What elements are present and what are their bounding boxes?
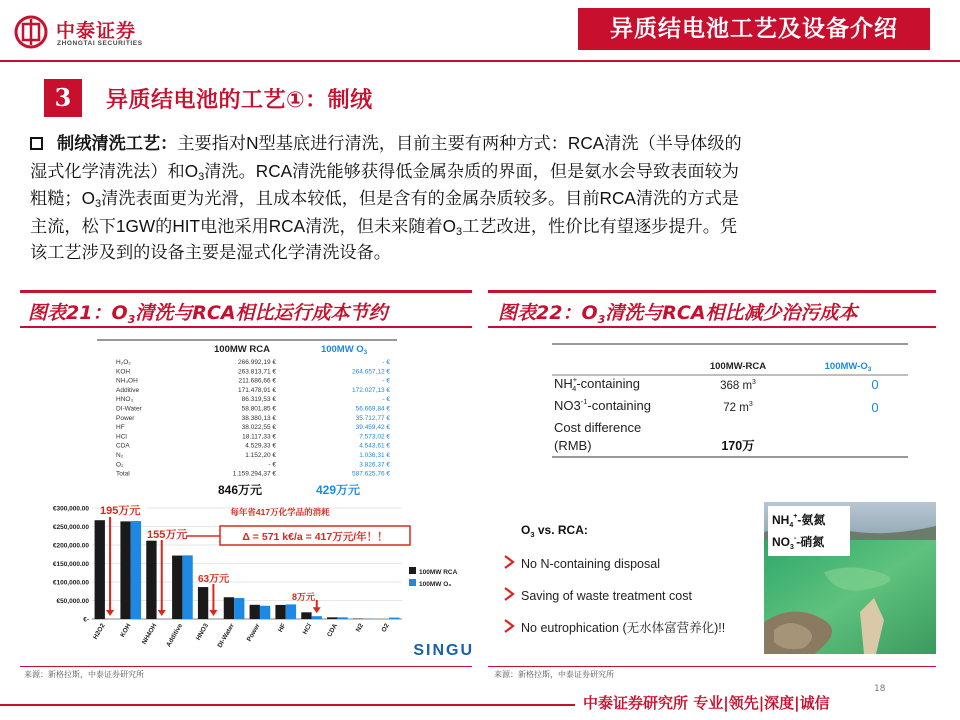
- row1-label: [554, 375, 640, 393]
- box-title-sub: 3: [530, 530, 535, 539]
- figure21-top-rule: [20, 290, 472, 293]
- table-cell-o3: 264.657,12 €: [352, 368, 390, 376]
- table-cell-rca: 263.813,71 €: [238, 368, 276, 376]
- body-text: 清洗。: [204, 161, 256, 182]
- body-text: O: [442, 215, 456, 236]
- body-text: RCA: [567, 133, 605, 153]
- body-text: 主要指对: [177, 134, 247, 154]
- page-number: 18: [874, 684, 886, 694]
- footer-slogan: 中泰证券研究所 专业|领先|深度|诚信: [583, 694, 830, 712]
- photo-label-sub: 4: [789, 522, 794, 529]
- body-text: 清洗（半导体级的: [604, 134, 742, 154]
- body-text: 粗糙；: [30, 189, 82, 209]
- table-cell-o3: 172.027,13 €: [352, 386, 390, 394]
- bar-o3: [286, 604, 296, 619]
- legend-o3-swatch: [409, 579, 416, 586]
- footer-divider: [0, 704, 575, 706]
- figure21-title-subscript: 3: [127, 313, 136, 326]
- table-cell-rca: - €: [268, 461, 276, 469]
- table-cell-rca: 86.319,53 €: [241, 396, 276, 404]
- table-cell-o3: - €: [382, 396, 390, 404]
- figure22-title-text: 图表22：O: [498, 302, 598, 324]
- bar-o3: [337, 617, 347, 619]
- box-title-text: vs. RCA:: [534, 523, 588, 537]
- row2-o3: 0: [871, 400, 879, 415]
- figure21-col-rca: 100MW RCA: [214, 344, 270, 355]
- y-tick-label: €300,000.00: [52, 505, 89, 513]
- table-row-label: KOH: [116, 368, 131, 376]
- row2-label-text: -containing: [587, 398, 652, 413]
- figure21-table-rows: [116, 359, 390, 478]
- table-cell-o3: - €: [382, 359, 390, 366]
- box-title-text: O: [521, 523, 531, 537]
- figure22-top-rule: [488, 290, 936, 293]
- bar-rca: [250, 605, 260, 619]
- row1-rca: [720, 379, 756, 392]
- legend-rca-label: 100MW RCA: [419, 569, 458, 576]
- body-line-3: [30, 185, 930, 213]
- figure21-title-text: 清洗与RCA相比运行成本节约: [135, 302, 388, 324]
- body-line-2: [30, 158, 930, 186]
- bullet-square-icon: [30, 137, 43, 150]
- bar-o3: [312, 616, 322, 619]
- label-155: 155万元: [147, 529, 188, 541]
- bar-rca: [146, 541, 156, 619]
- body-text: 主流，松下: [30, 216, 116, 237]
- row1-label-text: -containing: [576, 376, 640, 391]
- figure22-source: 来源：新格拉斯，中泰证券研究所: [494, 670, 614, 679]
- header-divider: [0, 60, 960, 62]
- chart-y-axis: [53, 506, 90, 624]
- body-text: 清洗能够获得低金属杂质的界面，但是氨水会导致表面较为: [292, 161, 739, 182]
- y-tick-label: €50,000.00: [56, 598, 89, 605]
- figure21-title-underline: [20, 326, 472, 328]
- table-cell-o3: 4.543,61 €: [359, 442, 390, 450]
- photo-label-nh4: [772, 512, 825, 529]
- x-tick-label: NH4OH: [140, 622, 159, 646]
- row1-rca-unit: 3: [752, 379, 756, 386]
- body-text: 湿式化学清洗法）和: [30, 161, 185, 182]
- table-cell-o3: 3.826,37 €: [359, 461, 390, 469]
- x-tick-label: HF: [277, 622, 288, 634]
- figure22-title: [498, 298, 858, 325]
- table-cell-rca: 58.801,85 €: [241, 405, 276, 413]
- photo-label-text: -硝氮: [796, 535, 825, 549]
- body-subscript: 3: [455, 225, 463, 238]
- table-cell-o3: 7.573,02 €: [359, 433, 390, 441]
- body-text: RCA: [599, 188, 636, 208]
- photo-label-text: -氨氮: [797, 513, 826, 527]
- body-line-5: 该工艺涉及到的设备主要是湿式化学清洗设备。: [30, 243, 391, 263]
- row1-label-sup: +: [572, 375, 578, 384]
- figure22-o3-vs-rca-box: [497, 512, 773, 662]
- body-text: 电池采用: [200, 216, 269, 237]
- table-row-label: O₂: [116, 461, 124, 469]
- figure21-col-o3-subscript: 3: [363, 350, 368, 356]
- figure21-big-rca: 846万元: [217, 483, 263, 497]
- table-row-label: CDA: [116, 442, 130, 450]
- x-tick-label: N2: [354, 622, 365, 634]
- table-cell-o3: 39.459,42 €: [355, 424, 390, 432]
- bar-rca: [172, 556, 182, 619]
- body-text: 的: [155, 216, 173, 237]
- lead-text: 制绒清洗工艺：: [57, 134, 178, 154]
- table-cell-rca: 38.022,55 €: [241, 424, 276, 432]
- photo-label-sup: -: [793, 535, 797, 542]
- table-cell-rca: 38.380,13 €: [241, 414, 276, 422]
- bar-rca: [120, 521, 130, 619]
- y-tick-label: €-: [83, 616, 89, 624]
- table-cell-o3: 35.712,77 €: [355, 414, 390, 422]
- x-tick-label: DI-Water: [216, 622, 236, 649]
- figure21-bar-chart: [30, 500, 475, 662]
- section-title: 异质结电池的工艺①：制绒: [106, 88, 373, 113]
- figure22-title-text: 清洗与RCA相比减少治污成本: [605, 302, 858, 324]
- x-tick-label: CDA: [326, 622, 340, 639]
- body-subscript: 3: [198, 170, 205, 183]
- chart-x-axis: [92, 622, 391, 649]
- row1-o3: 0: [871, 377, 879, 392]
- bar-rca: [275, 605, 285, 619]
- table-row-label: H₂O₂: [116, 359, 131, 366]
- chart-legend: [409, 567, 458, 588]
- table-row-label: Total: [116, 470, 130, 478]
- body-line-4: [30, 213, 930, 241]
- figure21-source: 来源：新格拉斯，中泰证券研究所: [24, 670, 144, 679]
- table-cell-rca: 1.159.294,37 €: [232, 470, 276, 478]
- table-row-label: HCl: [116, 433, 127, 441]
- photo-label-sub: 3: [790, 544, 794, 551]
- figure21-source-rule: [20, 666, 472, 667]
- table-cell-rca: 211.686,66 €: [238, 377, 276, 385]
- y-tick-label: €100,000.00: [52, 579, 89, 587]
- row2-rca: [723, 401, 753, 414]
- figure21-title-text: 图表21：O: [28, 302, 128, 324]
- logo-text-en: ZHONGTAI SECURITIES: [57, 40, 143, 47]
- body-text: RCA: [255, 160, 293, 181]
- body-text: 1GW: [115, 215, 156, 236]
- figure22-col-o3-subscript: 3: [867, 366, 872, 373]
- body-text: O: [81, 188, 95, 208]
- table-row-label: NH₄OH: [116, 377, 138, 385]
- table-cell-rca: 266.992,19 €: [238, 359, 276, 366]
- photo-label-text: NO: [772, 535, 790, 549]
- table-cell-o3: 587.625,76 €: [352, 470, 390, 478]
- algae-lake-photo: [764, 502, 936, 654]
- photo-label-text: NH: [772, 513, 790, 527]
- body-text: 清洗的方式是: [635, 189, 739, 209]
- figure21-big-o3: 429万元: [315, 483, 361, 497]
- table-cell-rca: 1.152,20 €: [245, 452, 276, 459]
- bar-rca: [95, 520, 105, 619]
- legend-o3-label: 100MW O₃: [419, 581, 452, 588]
- annotation-savings: 每年省417万化学品的消耗: [230, 507, 330, 517]
- body-paragraph: [30, 130, 930, 267]
- x-tick-label: HNO3: [194, 622, 210, 642]
- bar-rca: [198, 587, 208, 619]
- bar-o3: [182, 555, 192, 619]
- table-cell-o3: - €: [382, 377, 390, 385]
- bar-o3: [260, 606, 270, 619]
- x-tick-label: H2O2: [92, 622, 107, 641]
- x-tick-label: O2: [380, 622, 391, 634]
- figure22-source-rule: [488, 666, 936, 667]
- figure22-title-subscript: 3: [597, 313, 606, 326]
- figure22-title-underline: [488, 326, 936, 328]
- bar-rca: [224, 597, 234, 619]
- row3-rca: 170万: [721, 439, 755, 453]
- table-row-label: Additive: [116, 386, 140, 394]
- row2-rca-unit: 3: [748, 401, 753, 408]
- section-number: 3: [44, 79, 82, 117]
- box-item-1: No N-containing disposal: [521, 557, 660, 571]
- bar-o3: [131, 521, 141, 619]
- arrow-down-icon: [106, 610, 114, 616]
- y-tick-label: €150,000.00: [52, 561, 89, 568]
- x-tick-label: KOH: [119, 622, 133, 639]
- figure22-col-o3-text: 100MW-O: [824, 361, 868, 372]
- table-cell-rca: 4.529,33 €: [245, 442, 276, 450]
- body-text: N: [246, 133, 259, 153]
- row1-label-sub: 4: [572, 384, 577, 393]
- bar-o3: [234, 598, 244, 619]
- watermark-logo: SINGU: [413, 642, 474, 659]
- legend-rca-swatch: [409, 567, 416, 574]
- body-text: 清洗表面更为光滑，且成本较低，但是含有的金属杂质较多。目前: [101, 189, 600, 209]
- table-row-label: HNO₃: [116, 396, 134, 404]
- arrow-down-icon: [313, 607, 321, 613]
- annotation-delta: Δ = 571 k€/a = 417万元/年！！: [242, 531, 388, 543]
- label-195: 195万元: [100, 505, 141, 517]
- row2-label-text: NO3: [554, 398, 581, 413]
- x-tick-label: Power: [245, 622, 262, 643]
- figure22-col-rca: 100MW-RCA: [709, 361, 767, 372]
- photo-label-no3: [772, 534, 824, 551]
- figure21-cost-table: [92, 338, 402, 498]
- bar-rca: [301, 612, 311, 619]
- x-tick-label: Additive: [165, 622, 185, 649]
- arrow-down-icon: [209, 610, 217, 616]
- logo-text-cn: 中泰证券: [56, 20, 137, 42]
- body-text: 工艺改进，性价比有望逐步提升。凭: [462, 216, 738, 237]
- table-cell-o3: 56.669,84 €: [355, 405, 390, 413]
- table-cell-o3: 1.036,31 €: [359, 452, 390, 459]
- arrow-down-icon: [158, 610, 166, 616]
- company-logo: [12, 12, 172, 52]
- label-63: 63万元: [198, 574, 230, 585]
- box-item-2: Saving of waste treatment cost: [521, 589, 692, 603]
- logo-mark-icon: [14, 15, 48, 49]
- photo-label-sup: +: [793, 513, 798, 520]
- row3-label-2: (RMB): [554, 438, 592, 453]
- body-text: 清洗，但未来随着: [305, 216, 443, 237]
- table-row-label: DI-Water: [116, 405, 142, 413]
- table-cell-rca: 171.478,91 €: [238, 386, 276, 394]
- figure22-col-o3: [825, 361, 872, 373]
- x-tick-label: HCl: [301, 622, 314, 636]
- bar-rca: [327, 617, 337, 619]
- body-text: O: [184, 160, 199, 181]
- row3-label-1: Cost difference: [554, 420, 642, 435]
- body-line-1: [30, 130, 930, 158]
- figure21-title: [28, 298, 388, 325]
- row2-rca-text: 72 m: [723, 402, 749, 414]
- body-text: RCA: [268, 215, 306, 236]
- row2-label-sup: -1: [580, 397, 588, 406]
- y-tick-label: €250,000.00: [52, 524, 89, 531]
- row1-label-text: NH: [554, 376, 573, 391]
- figure21-col-o3: [321, 344, 368, 356]
- box-item-3: No eutrophication (无水体富营养化)!!: [521, 621, 726, 635]
- table-row-label: Power: [116, 414, 135, 422]
- y-tick-label: €200,000.00: [52, 542, 89, 550]
- figure22-pollution-table: [552, 343, 908, 458]
- bar-o3: [389, 618, 399, 619]
- row1-rca-text: 368 m: [720, 380, 753, 392]
- body-subscript: 3: [94, 198, 102, 210]
- table-row-label: HF: [116, 424, 125, 432]
- label-8: 8万元: [292, 592, 316, 602]
- table-cell-rca: 18.117,33 €: [242, 433, 276, 441]
- figure21-col-o3-text: 100MW O: [320, 344, 364, 355]
- topic-banner: 异质结电池工艺及设备介绍: [578, 8, 930, 50]
- row2-label: [554, 397, 651, 413]
- body-text: HIT: [172, 215, 200, 236]
- body-text: 型基底进行清洗，目前主要有两种方式：: [258, 134, 568, 154]
- table-row-label: N₂: [116, 452, 124, 459]
